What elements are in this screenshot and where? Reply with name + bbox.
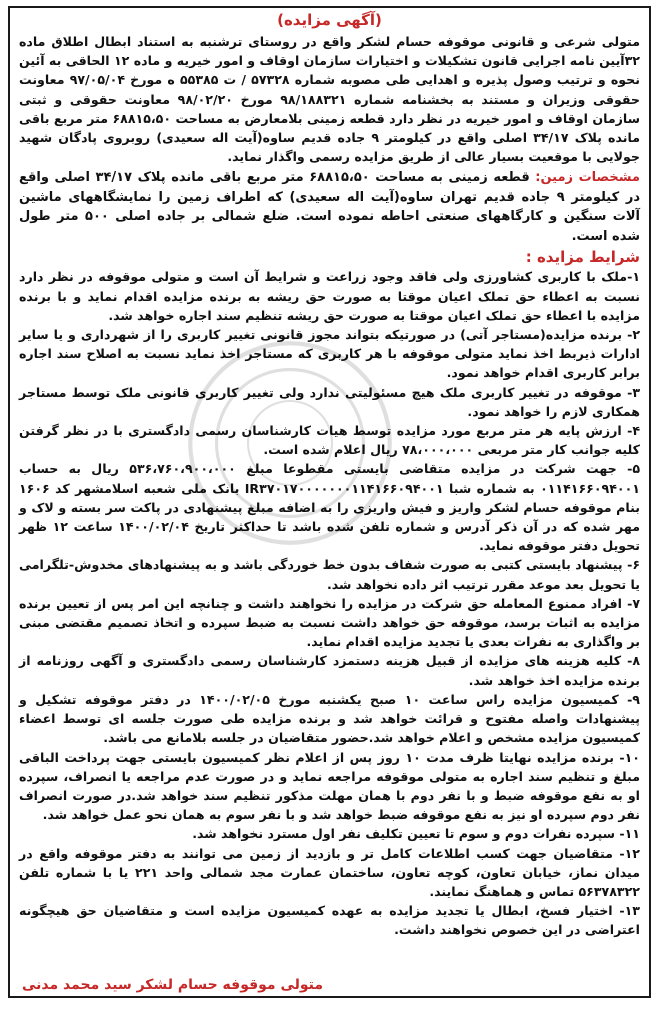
land-spec-label: مشخصات زمین: [535, 170, 640, 186]
condition-item: ۹- کمیسیون مزایده راس ساعت ۱۰ صبح یکشنبه مورخ ۱۴۰۰/۰۲/۰۵ در دفتر موقوفه تشکیل و پیشنهادات واصله مفتوح و قرائت خواهد شد و برنده مزایده طی صورت جلسه ای توسط اعضاء کمیسیون مزایده مشخص و اعلام خواهد شد.حضور متقاضیان در جلسه بلامانع می باشد. [19, 691, 640, 746]
conditions-title: شرایط مزایده : [525, 248, 640, 267]
condition-item: ۱۲- متقاضیان جهت کسب اطلاعات کامل تر و بازدید از زمین می توانند به دفتر موقوفه واقع در میدان نماز، خیابان تعاون، کوچه تعاون، ساختمان عمارت مجد شمالی واحد ۲۲۱ یا با شماره تلفن ۵۶۳۷۸۳۲۲ تماس و هماهنگ نمایند. [19, 845, 640, 899]
signature-footer: متولی موقوفه حسام لشکر سید محمد مدنی [22, 977, 324, 993]
notice-intro: متولی شرعی و قانونی موقوفه حسام لشکر واقع در روستای ترشنبه به استناد ابطال اطلاق ماده ۳۲آیین نامه اجرایی قانون تشکیلات و اختیارات سازمان اوقاف و امور خیریه و ماده ۱۲ الحاقی به آئین نحوه و ترتیب وصول پذیره و اهدایی طی مصوبه شماره ۵۷۳۲۸ / ت ۵۵۳۸۵ ه مورخ ۹۷/۰۵/۰۴ معاونت حقوقی وزیران و مستند به بخشنامه شماره ۹۸/۱۸۸۳۲۱ مورخ ۹۸/۰۲/۲۰ معاونت حقوقی و ثبتی سازمان اوقاف و امور خیریه در نظر دارد قطعه زمینی بلامعارض به مساحت ۶۸۸۱۵،۵۰ متر مربع باقی مانده پلاک ۳۴/۱۷ اصلی واقع در کیلومتر ۹ جاده قدیم ساوه(آیت اله سعیدی) روبروی پادگان شهید جولایی با موقعیت بسیار عالی از طریق مزایده رسمی واگذار نماید. [19, 34, 640, 165]
condition-item: ۲- برنده مزایده(مستاجر آتی) در صورتیکه بتواند مجوز قانونی تغییر کاربری را از شهرداری و یا سایر ادارات ذیربط اخذ نماید متولی موقوفه با هر کاربری که مستاجر اخذ نماید نسبت به اصلاح سند اجاره برابر کاربری اقدام خواهد نمود. [19, 327, 640, 381]
condition-item: ۴- ارزش پایه هر متر مربع مورد مزایده توسط هیات کارشناسان رسمی دادگستری با در نظر گرفتن کلیه جوانب کار متر مربعی ۷۸،۰۰۰،۰۰۰ ریال اعلام شده است. [19, 423, 640, 458]
land-spec-text: قطعه زمینی به مساحت ۶۸۸۱۵،۵۰ متر مربع باقی مانده پلاک ۳۴/۱۷ اصلی واقع در کیلومتر ۹ جاده قدیم تهران ساوه(آیت اله سعیدی) که اطراف زمین را نمایشگاههای ماشین آلات سنگین و کارگاههای صنعتی احاطه نموده است. ضلع شمالی بر جاده اصلی ۵۰۰ متر طول شده است. [19, 170, 641, 244]
auction-notice [8, 6, 651, 998]
land-spec [19, 168, 640, 246]
condition-item: ۳- موقوفه در تغییر کاربری ملک هیچ مسئولیتی ندارد ولی تغییر کاربری قانونی ملک توسط مستاجر همکاری لازم را خواهد نمود. [19, 384, 640, 419]
condition-item: ۶- پیشنهاد بایستی کتبی به صورت شفاف بدون خط خوردگی باشد و به پیشنهادهای مخدوش-تلگرامی یا تحویل بعد موعد مقرر ترتیب اثر داده نخواهد شد. [19, 557, 640, 592]
notice-title-wrap [19, 10, 640, 32]
condition-item: ۱۱- سپرده نفرات دوم و سوم تا تعیین تکلیف نفر اول مسترد نخواهد شد. [192, 826, 640, 842]
condition-item: ۵- جهت شرکت در مزایده متقاضی بایستی مقطوعا مبلغ ۵۳۶،۷۶۰،۹۰۰،۰۰۰ ریال به حساب ۰۱۱۴۱۶۶۰۹۴۰۰۱ به شماره شبا IR۳۷۰۱۷۰۰۰۰۰۰۰۱۱۴۱۶۶۰۹۴۰۰۱ بانک ملی شعبه اسلامشهر کد ۱۶۰۶ بنام موقوفه حسام لشکر واریز و فیش واریزی را به اضافه مبلغ پیشنهادی در پاکت سر بسته و لاک و مهر شده که در آن ذکر آدرس و شماره تلفن شده باشد تا حداکثر تاریخ ۱۴۰۰/۰۲/۰۴ ساعت ۱۲ ظهر تحویل دفتر موقوفه نماید. [19, 461, 641, 554]
notice-title: (آگهی مزایده) [277, 11, 382, 29]
condition-item: ۷- افراد ممنوع المعامله حق شرکت در مزایده را نخواهند داشت و چنانچه این امر پس از تعیین برنده مزایده به اثبات برسد، موقوفه حق خواهد داشت نسبت به ضبط سپرده و اتخاذ تصمیم مقتضی مبنی بر واگذاری به نفرات بعدی یا تجدید مزایده اقدام نماید. [19, 595, 640, 650]
condition-item: ۱۳- اختیار فسخ، ابطال یا تجدید مزایده به عهده کمیسیون مزایده است و متقاضیان حق هیچگونه اعتراضی در این خصوص نخواهند داشت. [19, 903, 640, 938]
condition-item: ۸- کلیه هزینه های مزایده از قبیل هزینه دستمزد کارشناسان رسمی دادگستری و آگهی روزنامه از برنده مزایده اخذ خواهد شد. [19, 653, 640, 688]
condition-item: ۱۰- برنده مزایده نهایتا ظرف مدت ۱۰ روز پس از اعلام نظر کمیسیون بایستی جهت پرداخت الباقی مبلغ و تنظیم سند اجاره به متولی موقوفه مراجعه نماید و در صورت عدم مراجعه یا انصراف، سپرده او به نفع موقوفه ضبط و با نفر دوم با همان مهلت مذکور تنظیم سند خواهد شد.در صورت انصراف نفر دوم سپرده او نیز به نفع موقوفه ضبط خواهد شد و با نفر سوم به همان نحو عمل خواهد شد. [19, 749, 640, 823]
conditions-list [19, 267, 640, 939]
condition-item: ۱-ملک با کاربری کشاورزی ولی فاقد وجود زراعت و شرایط آن است و متولی موقوفه در نظر دارد نسبت به اعطاء حق تملک اعیان موقتا به صورت حق ریشه به برنده مزایده اقدام نماید و با برنده مزایده با اعطاء حق تملک اعیان موقتا به صورت حق ریشه تنظیم سند اجاره خواهد شد. [19, 269, 640, 323]
